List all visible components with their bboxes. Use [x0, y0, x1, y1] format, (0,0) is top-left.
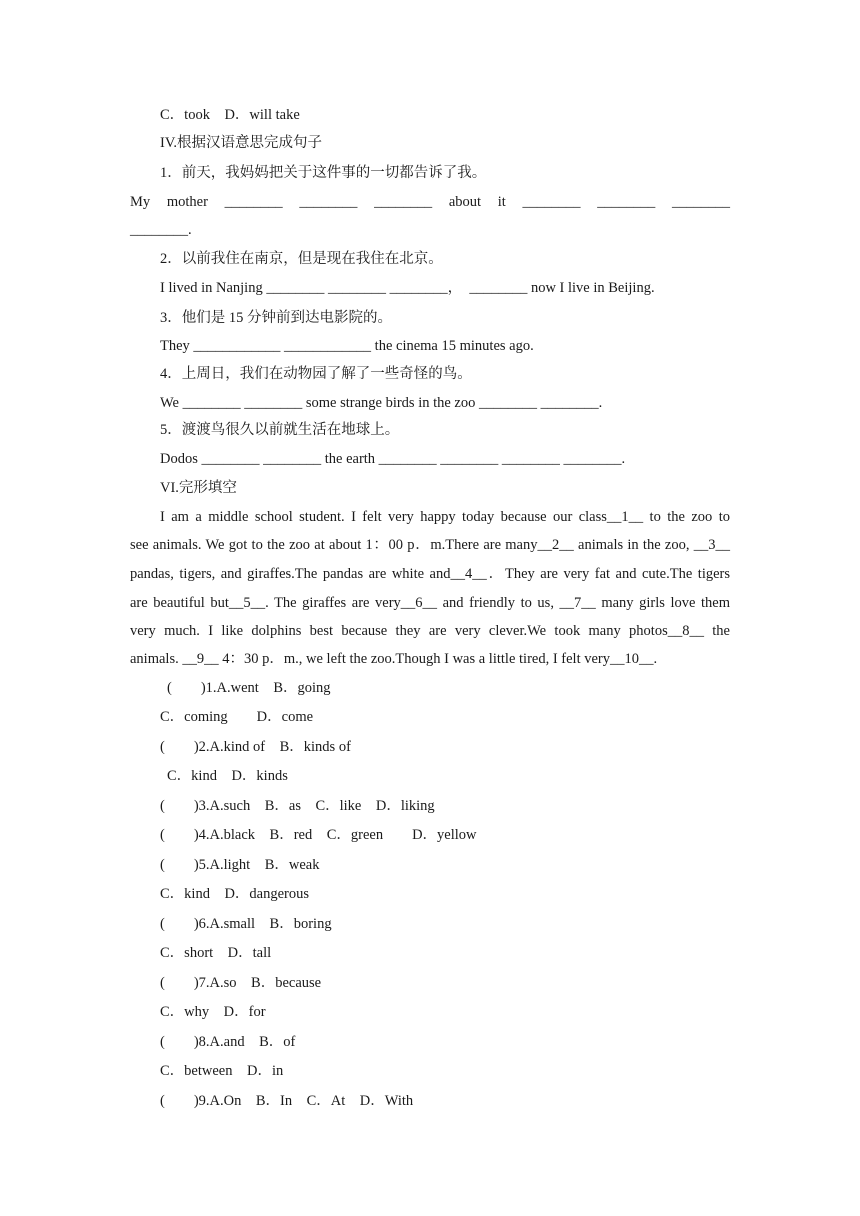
sentence-2-english: I lived in Nanjing ________ ________ ________， ________ now I live in Beijing. [160, 280, 655, 296]
cloze-passage-line-6: animals. __9__ 4：30 p．m., we left the zoo.Though I was a little tired, I felt very__10__. [130, 651, 658, 667]
sentence-1-english: My mother ________ ________ ________ about it ________ ________ ________ [130, 194, 730, 210]
sentence-5-chinese: 5．渡渡鸟很久以前就生活在地球上。 [160, 422, 400, 438]
option-7-ab: ( )7.A.so B．because [160, 975, 322, 991]
option-4: ( )4.A.black B．red C．green D．yellow [160, 827, 477, 843]
cloze-passage-line-3: pandas, tigers, and giraffes.The pandas are white and__4__．They are very fat and cute.The tigers [130, 566, 730, 582]
option-2-ab: ( )2.A.kind of B．kinds of [160, 739, 351, 755]
sentence-1-chinese: 1．前天，我妈妈把关于这件事的一切都告诉了我。 [160, 165, 487, 181]
cloze-passage-line-2: see animals. We got to the zoo at about 1：00 p．m.There are many__2__ animals in the zoo, __3__ [130, 537, 730, 553]
option-1-cd: C．coming D．come [160, 709, 314, 725]
sentence-1-english-cont: ________. [130, 222, 192, 238]
section-title-translation: IV.根据汉语意思完成句子 [160, 135, 323, 151]
sentence-4-chinese: 4．上周日，我们在动物园了解了一些奇怪的鸟。 [160, 366, 472, 382]
option-2-cd: C．kind D．kinds [167, 768, 288, 784]
sentence-5-english: Dodos ________ ________ the earth ________ ________ ________ ________. [160, 451, 626, 467]
sentence-4-english: We ________ ________ some strange birds in the zoo ________ ________. [160, 395, 603, 411]
prev-question-options: C．took D．will take [160, 107, 300, 123]
cloze-passage-line-4: are beautiful but__5__. The giraffes are very__6__ and friendly to us, __7__ many girls love them [130, 595, 730, 611]
cloze-passage-line-1: I am a middle school student. I felt very happy today because our class__1__ to the zoo to [160, 509, 730, 525]
option-7-cd: C．why D．for [160, 1004, 266, 1020]
option-1-ab: ( )1.A.went B．going [167, 680, 331, 696]
option-9: ( )9.A.On B．In C．At D．With [160, 1093, 414, 1109]
option-8-ab: ( )8.A.and B．of [160, 1034, 296, 1050]
option-6-cd: C．short D．tall [160, 945, 272, 961]
sentence-2-chinese: 2．以前我住在南京，但是现在我住在北京。 [160, 251, 443, 267]
cloze-passage-line-5: very much. I like dolphins best because they are very clever.We took many photos__8__ the [130, 623, 730, 639]
sentence-3-chinese: 3．他们是 15 分钟前到达电影院的。 [160, 310, 392, 326]
section-title-cloze: VI.完形填空 [160, 480, 237, 496]
sentence-3-english: They ____________ ____________ the cinema 15 minutes ago. [160, 338, 534, 354]
option-6-ab: ( )6.A.small B．boring [160, 916, 332, 932]
option-5-ab: ( )5.A.light B．weak [160, 857, 320, 873]
option-3: ( )3.A.such B．as C．like D．liking [160, 798, 435, 814]
option-8-cd: C．between D．in [160, 1063, 284, 1079]
option-5-cd: C．kind D．dangerous [160, 886, 310, 902]
